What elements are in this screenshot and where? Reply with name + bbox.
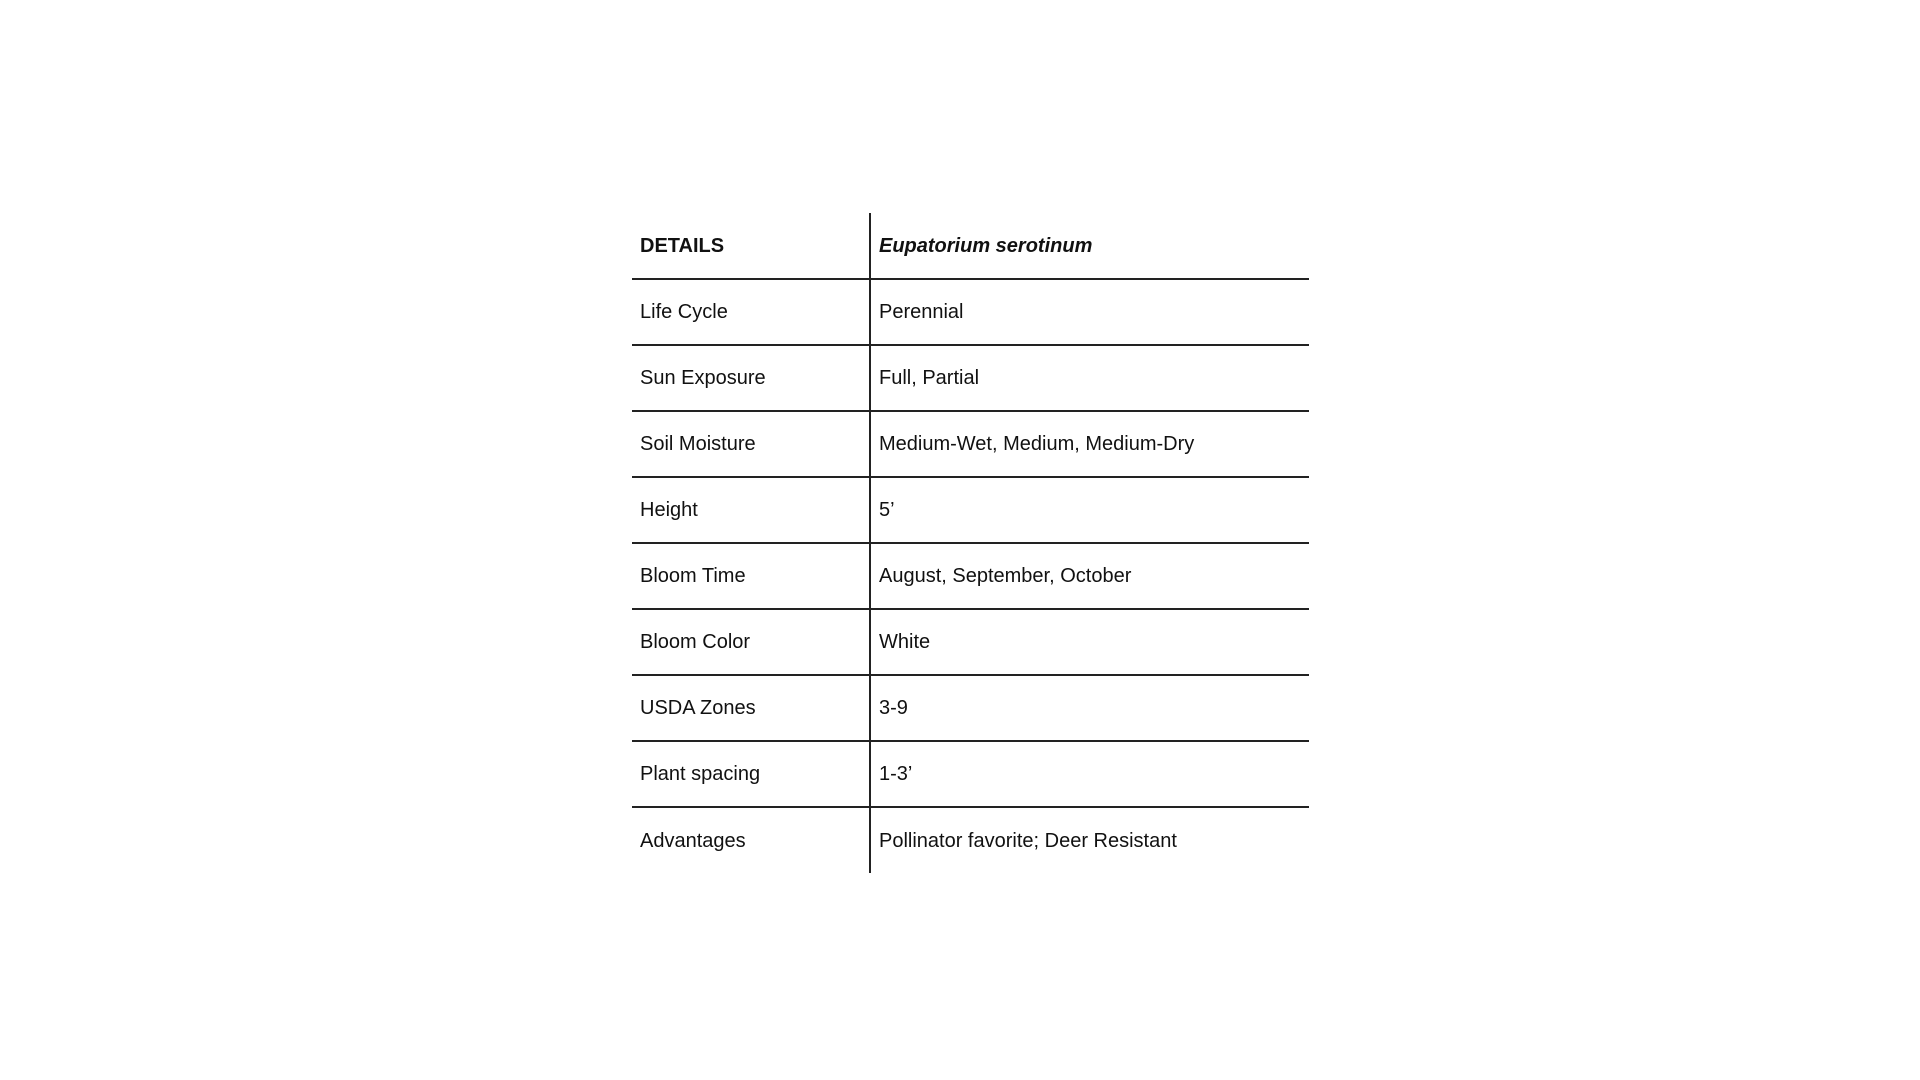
row-label: Plant spacing bbox=[632, 741, 870, 807]
header-label: DETAILS bbox=[640, 234, 725, 257]
table-row-plant-spacing bbox=[632, 741, 1309, 807]
row-value: 3-9 bbox=[870, 675, 1309, 741]
row-label: Soil Moisture bbox=[632, 411, 870, 477]
table-row-bloom-time bbox=[632, 543, 1309, 609]
table-row-bloom-color bbox=[632, 609, 1309, 675]
row-value: Pollinator favorite; Deer Resistant bbox=[870, 807, 1309, 873]
row-label: Bloom Color bbox=[632, 609, 870, 675]
row-label: Life Cycle bbox=[632, 279, 870, 345]
table-row-life-cycle bbox=[632, 279, 1309, 345]
row-value: Medium-Wet, Medium, Medium-Dry bbox=[870, 411, 1309, 477]
species-name: Eupatorium serotinum bbox=[879, 234, 1093, 257]
table-row-sun-exposure bbox=[632, 345, 1309, 411]
table-row-advantages bbox=[632, 807, 1309, 873]
row-label: USDA Zones bbox=[632, 675, 870, 741]
row-value: 5’ bbox=[870, 477, 1309, 543]
table-row-soil-moisture bbox=[632, 411, 1309, 477]
header-label-cell bbox=[632, 213, 870, 279]
plant-details-table bbox=[632, 213, 1309, 873]
table-row-usda-zones bbox=[632, 675, 1309, 741]
row-label: Sun Exposure bbox=[632, 345, 870, 411]
row-label: Height bbox=[632, 477, 870, 543]
row-label: Bloom Time bbox=[632, 543, 870, 609]
row-value: 1-3’ bbox=[870, 741, 1309, 807]
table-row-height bbox=[632, 477, 1309, 543]
row-value: August, September, October bbox=[870, 543, 1309, 609]
table-header-row bbox=[632, 213, 1309, 279]
row-value: Perennial bbox=[870, 279, 1309, 345]
header-value-cell bbox=[870, 213, 1309, 279]
row-value: White bbox=[870, 609, 1309, 675]
row-value: Full, Partial bbox=[870, 345, 1309, 411]
row-label: Advantages bbox=[632, 807, 870, 873]
